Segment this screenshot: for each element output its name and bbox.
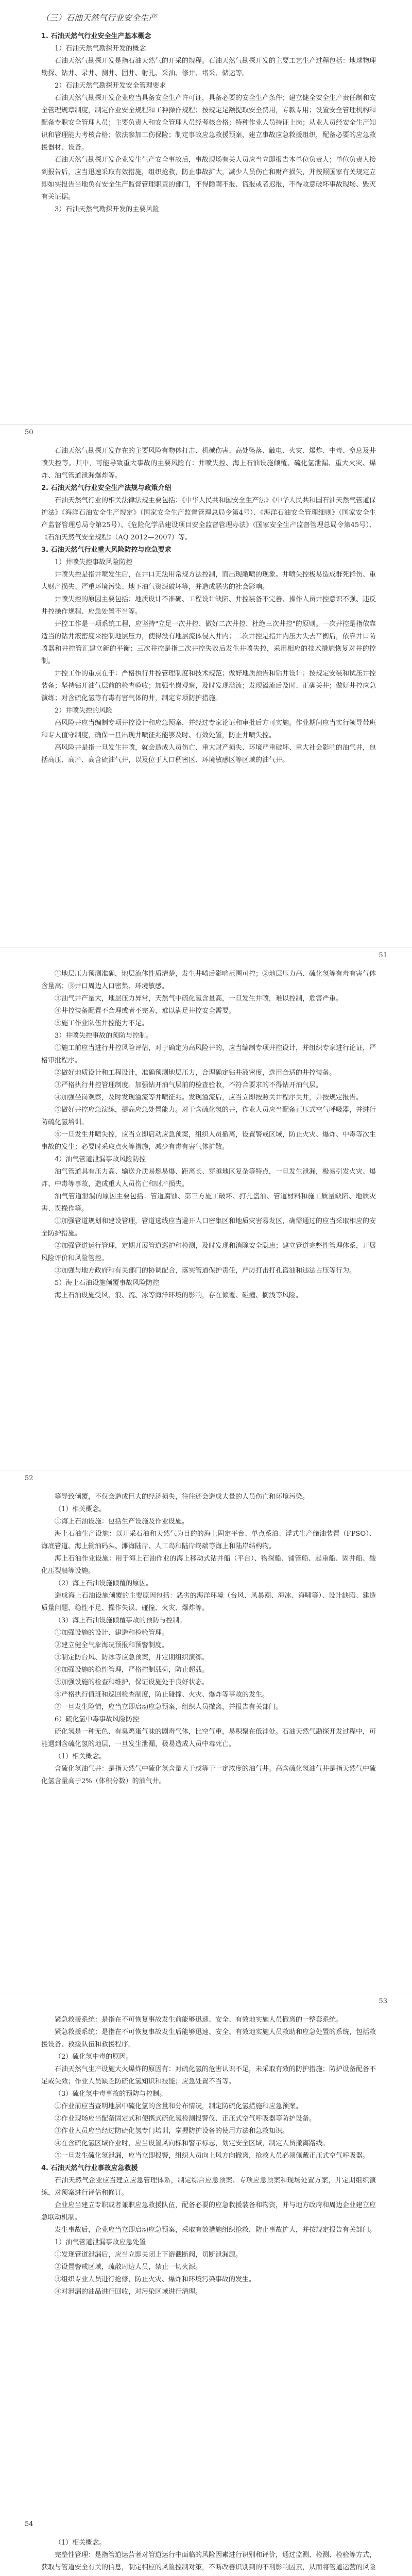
paragraph: 完整性管理：是指管道运营者对管道运行中面临的风险因素进行识别和评价，通过监测、检测、检验等方式，获取与管道安全有关的信息，制定相应的风险控制对策，不断改善识别到的不利影响因素，从而将管道运营的风险: [41, 2551, 376, 2571]
paragraph: ⑤一旦发生硫化氢泄漏，应当立即报警，组织人员向上风方向撤离，抢救人员必须佩戴正压式空气呼吸器。: [55, 2152, 370, 2160]
page-number: 53: [379, 1997, 387, 2005]
page-number: 50: [25, 429, 33, 436]
paragraph: 石油天然气行业的相关法律法规主要包括：《中华人民共和国安全生产法》《中华人民共和国石油天然气管道保护法》《海洋石油安全生产规定》（国家安全生产监督管理总局令第4号）、《海洋石油安全管理细则》（国家安全生产监督管理总局令第25号）、《危险化学品建设项目安全监督管理办法》（国家安全生产监督管理总局令第45号）、《石油天然气安全规程》（AQ 2012—2007）等。: [41, 497, 376, 541]
paragraph: ①加强管道规划和建设管理，管道选线应当避开人口密集区和地质灾害易发区，确需通过的应当采取相应的安全防护措施。: [41, 1217, 376, 1238]
page: [0, 1993, 412, 2516]
paragraph: ④在含硫化氢区域作业时，应当设置风向标和警示标志，划定安全区域，制定人员撤离路线。: [55, 2140, 330, 2147]
paragraph: ③加强与地方政府和有关部门的协调配合，落实管道保护责任，严厉打击打孔盗油和违法占压等行为。: [55, 1267, 356, 1275]
paragraph: 油气管道泄漏的原因主要包括：管道腐蚀、第三方施工破坏、打孔盗油、管道材料和施工质量缺陷、地质灾害、误操作等。: [41, 1193, 376, 1213]
paragraph: 紧急救援系统：是指在不可恢复事故发生后能够迅速、安全、有效地实施人员救助和应急处置的系统，包括救援设备、救援队伍和救援程序。: [41, 2028, 376, 2048]
paragraph: ①作业前应当查明地层中硫化氢的含量和分布情况，制定防硫化氢措施和应急预案。: [55, 2103, 303, 2110]
subheading: （1）相关概念。: [55, 2539, 106, 2547]
paragraph: ③组织专业人员进行抢修，防止火灾、爆炸和环境污染事故的发生。: [55, 2276, 256, 2283]
subheading: （1）相关概念。: [55, 1505, 106, 1513]
paragraph: 井喷失控的原因主要包括：地质设计不准确、工程设计缺陷、井控装备不完善、操作人员井控意识不强、违反井控操作规程、应急处置不当等。: [41, 596, 376, 616]
page: [0, 2516, 412, 2576]
paragraph: ⑥一旦发生井喷失控，应当立即启动应急预案，组织人员撤离，设置警戒区域，防止火灾、爆炸、中毒等次生事故的发生；必要时采取点火等措施，减少有毒有害气体扩散。: [41, 1131, 376, 1151]
subheading: （2）海上石油设施倾覆的原因。: [55, 1580, 153, 1587]
paragraph: ①施工前应当进行井控风险评估，对于确定为高风险井的，应当编制专项井控设计，并组织专家进行论证，严格审批程序。: [41, 1044, 376, 1064]
paragraph: 海上石油设施受风、浪、流、冰等海洋环境的影响，存在倾覆、碰撞、搁浅等风险。: [55, 1292, 303, 1299]
paragraph: ②作业现场应当配备固定式和便携式硫化氢检测报警仪、正压式空气呼吸器等防护设备。: [55, 2115, 316, 2123]
subheading: （3）海上石油设施倾覆事故的预防与控制。: [55, 1617, 186, 1624]
paragraph: ①加强设施的设计、建造和检验管理。: [55, 1629, 169, 1637]
paragraph: ⑤施工作业队伍井控能力不足。: [55, 1020, 149, 1027]
page: [0, 1470, 412, 1993]
paragraph: 高风险井应当编制专项井控设计和应急预案，并经过专家论证和审批后方可实施。作业期间应当实行领导带班和专人值守制度，确保一旦出现井喷征兆能够及时、有效处置，防止井喷失控。: [41, 719, 376, 739]
page-number: 51: [379, 952, 387, 959]
paragraph: 井控工作是一项系统工程，应坚持"立足一次井控、做好二次井控、杜绝三次井控"的原则。一次井控是指依靠适当的钻井液密度来控制地层压力，使得没有地层流体侵入井内；二次井控是指井内压力失去平衡后，依靠井口防喷器和井控管汇建立新的平衡；三次井控是指二次井控失败后发生井喷失控，采用相应的技术措施恢复对井的控制。: [41, 620, 376, 665]
page: [0, 0, 412, 424]
subheading: 2）井喷失控的风险: [55, 707, 113, 715]
subheading: （2）硫化氢中毒的原因。: [55, 2053, 133, 2061]
heading: 2. 石油天然气行业安全生产法规与政策介绍: [41, 484, 171, 492]
heading: 4. 石油天然气行业事故应急救援: [41, 2164, 138, 2172]
paragraph: ④加强坐岗观察，及时发现溢流等井喷征兆。发现溢流后，应当立即按照关井程序关井，并按规定报告。: [55, 1094, 363, 1101]
paragraph: ①海上石油设施：包括生产设施及作业设施。: [55, 1518, 189, 1526]
subheading: 1）石油天然气勘探开发的概念: [55, 45, 146, 53]
paragraph: 硫化氢是一种无色、有臭鸡蛋气味的剧毒气体，比空气重，易积聚在低洼处。石油天然气勘探开发过程中，可能遇到含硫化氢的地层，一旦发生泄漏，极易造成人员中毒死亡。: [41, 1728, 376, 1748]
heading: 1. 石油天然气行业安全生产基本概念: [41, 32, 151, 40]
paragraph: ①地层压力预测准确，地层流体性质清楚，发生井喷后影响范围可控；②地层压力高、硫化氢等有毒有害气体含量高；③井口周边人口密集、环境敏感。: [41, 970, 376, 990]
paragraph: ④加强设施的稳性管理，严格控制载荷，防止超载。: [55, 1666, 209, 1674]
subheading: 1）井喷失控事故风险防控: [55, 558, 133, 566]
paragraph: 石油天然气生产设施大火爆炸的原因有：对硫化氢的危害认识不足，未采取有效的防护措施；防护设备配备不足或失效；作业人员缺乏防硫化氢知识和技能；应急处置不当等。: [41, 2065, 376, 2086]
subheading: 2）石油天然气勘探开发安全管理要求: [55, 82, 166, 90]
paragraph: ②设置警戒区域，疏散周边人员，禁止一切火源。: [55, 2263, 202, 2271]
paragraph: 企业应当建立专职或者兼职应急救援队伍，配备必要的应急救援装备和物资，并与地方政府和周边企业建立应急联动机制。: [41, 2201, 376, 2222]
paragraph: 紧急救援系统：是指在不可恢复事故发生前能够迅速、安全、有效地实施人员撤离的一整套系统。: [55, 2016, 343, 2024]
subheading: 4）油气管道泄漏事故风险防控: [55, 1156, 146, 1163]
paragraph: 海上石油生产设施：以开采石油和天然气为目的的海上固定平台、单点系泊、浮式生产储油装置（FPSO）、海底管道、海上输油码头、滩海陆岸、人工岛和陆岸终端等海上和陆岸结构物。: [41, 1530, 376, 1550]
paragraph: 造成海上石油设施倾覆的主要原因包括：恶劣的海洋环境（台风、风暴潮、海冰、海啸等）、设计缺陷、建造质量问题、稳性不足、操作失误、碰撞、火灾、爆炸等。: [41, 1592, 376, 1612]
subheading: （1）相关概念。: [55, 1753, 106, 1760]
paragraph: 发生事故后，企业应当立即启动应急预案，采取有效措施组织抢救，防止事故扩大，并按规定报告有关部门。: [55, 2226, 376, 2234]
paragraph: ⑤做好井控应急演练，提高应急处置能力。对于含硫化氢的井，作业人员应当配备正压式空气呼吸器，并进行防硫化氢培训。: [41, 1106, 376, 1126]
paragraph: ④对泄漏的油品进行回收，对污染区域进行清理。: [55, 2288, 202, 2296]
heading: 3. 石油天然气行业重大风险防控与应急要求: [41, 546, 171, 554]
paragraph: 石油天然气勘探开发存在的主要风险有物体打击、机械伤害、高处坠落、触电、火灾、爆炸、中毒、窒息及井喷失控等。其中，可能导致重大事故的主要风险有：井喷失控、海上石油设施倾覆、硫化氢泄漏、重大火灾、爆炸、油气管道泄漏爆炸等。: [41, 447, 376, 480]
paragraph: 井控工作的重点在于：严格执行井控管理制度和技术规范；做好地质预告和钻井设计；按规定安装和试压井控装备；坚持钻开油气层前的检查验收；加强坐岗观察，及时发现溢流；发现溢流后及时、正确关井；做好井控应急演练；对含硫化氢等有毒有害气体的井，制定专项防护措施。: [41, 670, 376, 702]
paragraph: 高风险井是指一旦发生井喷，就会造成人员伤亡、重大财产损失、环境严重破坏、重大社会影响的油气井，包括高压、高产、高含硫油气井，以及位于人口稠密区、环境敏感区等区域的油气井。: [41, 744, 376, 764]
paragraph: 海上石油作业设施：用于海上石油作业的海上移动式钻井船（平台）、物探船、铺管船、起重船、固井船、酸化压裂船等设施。: [41, 1555, 376, 1575]
page: [0, 947, 412, 1470]
paragraph: 等导致倾覆，不仅会造成巨大的经济损失，往往还会造成大量的人员伤亡和环境污染。: [55, 1493, 310, 1501]
paragraph: ⑦一旦发生险情，应当立即启动应急预案，组织人员撤离，并报告有关部门。: [55, 1703, 283, 1711]
subheading: 5）海上石油设施倾覆事故风险防控: [55, 1279, 160, 1287]
paragraph: ③作业人员应当经过防硫化氢专门培训，掌握防护设备的使用方法和急救知识。: [55, 2127, 289, 2135]
paragraph: 石油天然气勘探开发是指石油天然气的开采的规程。石油天然气勘探开发的主要工艺生产过程包括：地球物理勘探、钻井、录井、测井、固井、射孔、采油、修井、堵采、储运等。: [41, 57, 376, 77]
subheading: （3）硫化氢中毒事故的预防与控制。: [55, 2090, 166, 2098]
paragraph: ②加强管道运行管理，定期开展管道巡护和检测，及时发现和消除安全隐患；建立管道完整性管理体系，开展风险评价和风险管控。: [41, 1242, 376, 1262]
paragraph: ③制定防台风、防冰等应急预案，并定期组织演练。: [55, 1654, 209, 1662]
subheading: 1）油气管道泄漏事故应急处置: [55, 2239, 146, 2246]
paragraph: ②建立健全气象海况预报和预警制度。: [55, 1641, 169, 1649]
paragraph: ①发现管道泄漏后，应当立即关闭上下游截断阀，切断泄漏源。: [55, 2251, 243, 2259]
subheading: 6）硫化氢中毒事故风险防控: [55, 1716, 140, 1723]
paragraph: ④井控装备配置不合理或者不完善，难以满足井控安全需要。: [55, 1007, 236, 1015]
paragraph: 油气管道具有压力高、输送介质易燃易爆、距离长、穿越地区复杂等特点，一旦发生泄漏，极易引发火灾、爆炸、中毒等事故，造成重大人员伤亡和财产损失。: [41, 1168, 376, 1188]
paragraph: 石油天然气企业应当建立应急管理体系，制定综合应急预案、专项应急预案和现场处置方案，并定期组织演练，对预案进行评估和修订。: [41, 2177, 376, 2197]
page-number: 54: [25, 2520, 33, 2528]
section-title: （三）石油天然气行业安全生产: [41, 13, 157, 23]
paragraph: ③油气井产量大，地层压力异常，天然气中硫化氢含量高，一旦发生井喷，难以控制，危害严重。: [55, 995, 343, 1003]
paragraph: ⑤加强设施的检查和维护，保证设施处于良好状态。: [55, 1679, 209, 1686]
page-number: 52: [25, 1475, 33, 1482]
paragraph: 石油天然气勘探开发企业发生生产安全事故后，事故现场有关人员应当立即报告本单位负责人；单位负责人接到报告后，应当迅速采取有效措施，组织抢救，防止事故扩大，减少人员伤亡和财产损失，并按照国家有关规定立即如实报告当地负有安全生产监督管理职责的部门，不得隐瞒不报、谎报或者迟报，不得故意破坏事故现场、毁灭有关证据。: [41, 156, 376, 201]
paragraph: ②做好地质设计和工程设计，准确预测地层压力，合理确定钻井液密度，选用合适的井控装备。: [55, 1069, 336, 1077]
paragraph: 石油天然气勘探开发企业应当具备安全生产许可证，具备必要的安全生产条件；建立健全安全生产责任制和安全管理规章制度，制定作业安全规程和工种操作规程；按规定足额提取安全费用，专款专用；设置安全管理机构和配备专职安全管理人员；主要负责人和安全管理人员经考核合格；特种作业人员持证上岗；从业人员经安全生产知识和管理能力考核合格；依法参加工伤保险；制定事故应急救援预案，建立事故应急救援组织，配备必要的应急救援器材、设备。: [41, 94, 376, 151]
page: [0, 425, 412, 947]
paragraph: ⑥严格执行值班和巡回检查制度，防止碰撞、火灾、爆炸等事故的发生。: [55, 1691, 269, 1699]
paragraph: 含硫化氢油气井：是指天然气中硫化氢含量大于或等于一定浓度的油气井。高含硫化氢油气井是指天然气中硫化氢含量高于2%（体积分数）的油气井。: [41, 1765, 376, 1785]
subheading: 3）石油天然气勘探开发的主要风险: [55, 206, 160, 213]
paragraph: 井喷失控是指井喷发生后，在井口无法用常规方法控制，而出现敞喷的现象。井喷失控极易造成群死群伤、重大财产损失、严重环境污染、地下油气资源破坏等，并造成恶劣的社会影响。: [41, 571, 376, 591]
subheading: 3）井喷失控事故的预防与控制。: [55, 1032, 153, 1040]
paragraph: ③严格执行井控管理制度。加强钻开油气层前的检查验收，不符合要求的不得钻开油气层。: [55, 1081, 323, 1089]
